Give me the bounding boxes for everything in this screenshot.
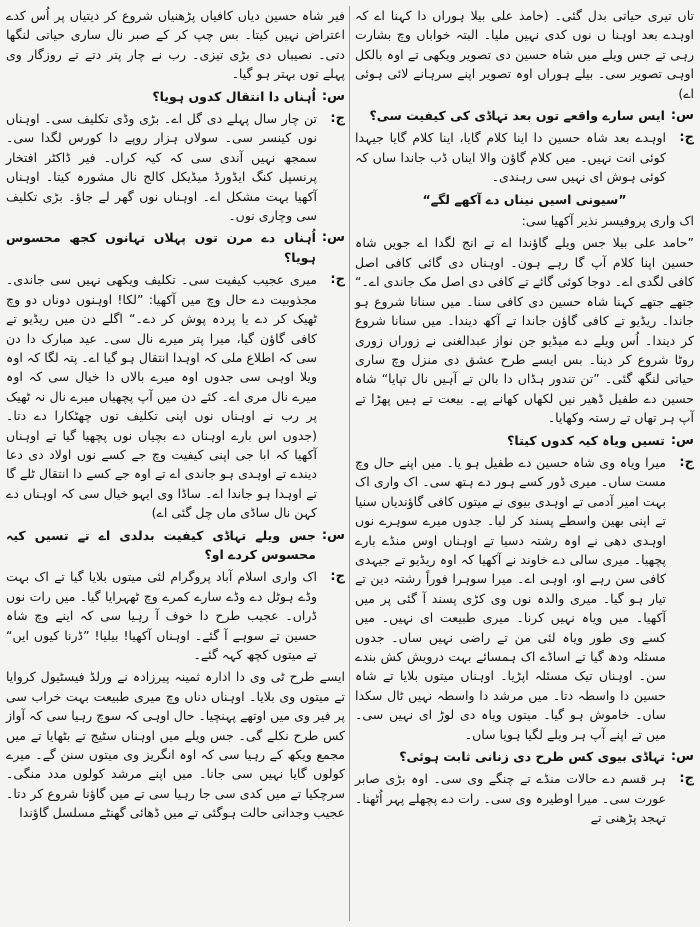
- paragraph: تاں تیری حیاتی بدل گئی۔ (حامد علی بیلا ہوراں دا کہنا اے کہ اوہدے بعد اوہنا ں نوں کدی نہیں ملیا۔ البتہ خواباں وچ بشارت رہی تے جس ویلے میں شاہ حسین دی تصویر ویکھی تے اوہ بالکل اوہی تصویر سی۔ بیلے ہوراں اوہ تصویر اپنے سرہانے لائی ہوئی اے): [355, 8, 694, 101]
- question: [355, 106, 694, 125]
- answer-text: تن چار سال پہلے دی گل اے۔ بڑی وڈی تکلیف سی۔ اوہناں نوں کینسر سی۔ سولاں ہزار روپے دا کورس لگدا سی۔ سمجھ نہیں آندی سی کہ کیہ کراں۔ فیر ڈاکٹر افتخار پرنسپل کنگ ایڈورڈ میڈیکل کالج نال مشورہ کیتا۔ اوہناں آکھیا بہت مشکل اے۔ اوہناں نوں گھر لے جاؤ۔ بڑی تکلیف سی وچاری نوں۔: [6, 111, 317, 224]
- paragraph: ”حامد علی بیلا جس ویلے گاؤندا اے تے انج لگدا اے جویں شاہ حسین اپنا کلام آپ گا رہے ہون۔ اوہناں دی گائی کافی اصل کافی لگدی اے۔ دوجا کوئی گائے تے کافی دی اصل مک جاندی اے۔“ جتھے جتھے کہنا شاہ حسین دی کافی سنا۔ میں سنانا شروع ہو جاندا۔ ریڈیو تے کافی گاؤن جاندا تے آکھ دیندا۔ میں سنانا شروع کر دیندا۔ اُس ویلے دے میڈیو جن نواز عبدالغنی نے زوراں زوری روٹا شروع کر دینا۔ بس ایسے طرح عشق دی منزل وچ ساری حیاتی لنگھ گئی۔ ”تن تندور ہڈاں دا بالن تے آہیں نال تپایا“ شاہ حسین دے طفیل ڈھیر نیں لکھاں کھانے پے۔ بیعت تے ہیں پھڑا تے آپ ہر تھاں تے رستہ وکھایا۔: [355, 235, 694, 426]
- answer: [355, 453, 694, 744]
- answer-text: میرا ویاہ وی شاہ حسین دے طفیل ہو یا۔ میں اپنے حال وچ مست ساں۔ میری ڈور کسے ہور دے ہتھ سی۔ اک واری اک بہت امیر آدمی تے اوہدی بیوی نے میتوں کافی گاؤندیاں سنیا تے اپنی بھین واسطے پسند کر لیا۔ جدوں میرے سوہرے نوں اوہدی دھی نے اوہ رشتہ دسیا تے اوہناں اوس منڈے بارے پچھیا۔ میری سالی دے خاوند نے آکھیا کہ اوہ ریڈیو تے جیہدی کافی سن رہے او، اوہی اے۔ میرا سوہرا فوراً رشتہ دین تے تیار ہو گیا۔ میری والدہ نوں وی کڑی پسند آ گئی پر میں آکھیا۔ میں ویاہ نہیں کرنا۔ میری طبیعت ای نہیں۔ میں کسے وی طور ویاہ لئی من تے راضی نہیں ساں۔ جدوں مسئلہ ودھ گیا تے اساڈے اک ہمسائے بہت درویش کش بندے سن۔ اوہناں تیک مسئلہ اپڑیا۔ اوہناں میتوں بلایا تے شاہ حسین دا واسطہ دتا۔ میں مرشد دا واسطہ نہیں ٹال سکدا ساں۔ خاموش ہو گیا۔ میتوں ویاہ دی لوڑ ای نہیں سی۔ میں تے اپنے آپ ہر ویلے لگیا ہویا ساں۔: [355, 454, 666, 742]
- question: [355, 431, 694, 450]
- question-text: تہاڈی بیوی کس طرح دی زنانی ثابت ہوئی؟: [399, 749, 665, 765]
- answer-text: اوہدے بعد شاہ حسین دا اینا کلام گایا، اینا کلام گایا جیہدا کوئی انت نہیں۔ میں کلام گاؤن والا ایناں ڈب جاندا ساں کہ کوئی ہوش ای نہیں سی رہندی۔: [355, 130, 666, 185]
- answer-marker: ج:: [679, 454, 694, 470]
- answer-text: اک واری اسلام آباد پروگرام لئی میتوں بلایا گیا تے اک بہت وڈے ہوٹل دے وڈے سارے کمرے وچ ٹھہرایا گیا۔ میں رات نوں ڈراں۔ عجیب طرح دا خوف آ رہیا سی کہ اینے وچ شاہ حسین تے سوہے آ گئے۔ اوہناں آکھیا! بیلیا! ”ڈرنا کیوں ایں“ تے میتوں کچھ کہہ گئے۔: [6, 569, 317, 662]
- question-marker: س:: [670, 108, 694, 124]
- answer-marker: ج:: [330, 272, 345, 288]
- paragraph: فیر شاہ حسین دیاں کافیاں پڑھنیاں شروع کر دیتیاں پر اُس کدے اعتراض نہیں کیتا۔ بس چپ کر کے صبر نال ساری حیاتی لنگھا دتی۔ نصیباں دی بڑی تیزی۔ رب نے چار پتر دتے تے روزگار وی پہلے توں بہتر ہو گیا۔: [6, 8, 345, 82]
- question: [6, 87, 345, 106]
- answer: [355, 769, 694, 827]
- answer: [6, 270, 345, 522]
- verse-line: ”سیونی اسیں نیناں دے آکھے لگے“: [422, 191, 627, 207]
- answer: [355, 128, 694, 186]
- question-text: تسیں ویاہ کیہ کدوں کیتا؟: [507, 432, 665, 448]
- paragraph: اک واری پروفیسر نذیر آکھیا سی:: [521, 213, 694, 229]
- question: [355, 747, 694, 766]
- question-text: ایس سارے واقعے توں بعد تہاڈی کی کیفیت سی؟: [369, 108, 665, 124]
- question-marker: س:: [670, 749, 694, 765]
- question-text: جس ویلے تہاڈی کیفیت بدلدی اے تے تسیں کیہ محسوس کردے او؟: [6, 527, 316, 562]
- question-marker: س:: [321, 88, 345, 104]
- answer-marker: ج:: [679, 771, 694, 787]
- answer: [6, 567, 345, 664]
- answer-marker: ج:: [330, 569, 345, 585]
- paragraph: ایسے طرح ٹی وی دا ادارہ ثمینہ پیرزادہ نے ورلڈ فیسٹیول کروایا تے میتوں وی بلایا۔ اوہناں دناں وچ میری طبیعت بہت خراب سی پر فیر وی میں اوتھے پہنچیا۔ حال اوہی کہ سوچ رہیا سی کہ آواز کس طرح نکلے گی۔ جس ویلے میں اوہناں سٹیج تے بٹھایا تے میں مجمع ویکھ کے رہیا سی کہ اوہ انگریز وی میتوں سنن گے۔ میرے کولوں گایا نہیں سی جانا۔ میں اپنے مرشد کولوں مدد منگی۔ سرچکیا تے میں کدی سی جا رہیا سی تے میں گاؤنا شروع کر دتا۔ عجیب وجدانی حالت ہوگئی تے میں ڈھائی گھنٹے مسلسل گاؤندا: [6, 669, 345, 821]
- left-column: [6, 6, 345, 923]
- question-marker: س:: [321, 230, 345, 246]
- question-text: اُہناں دے مرن توں پہلاں تہانوں کجھ محسوس ہویا؟: [6, 230, 316, 265]
- answer-marker: ج:: [679, 130, 694, 146]
- answer-marker: ج:: [330, 111, 345, 127]
- answer: [6, 109, 345, 225]
- question: [6, 228, 345, 267]
- answer-text: میری عجیب کیفیت سی۔ تکلیف ویکھی نہیں سی جاندی۔ مجذوبیت دے حال وچ میں آکھیا: ”لکا! اوہنوں دوناں دو وچ ٹھیک کر دے یا پردہ پوش کر دے۔“ اگلے دن میں ریڈیو تے کافی گاؤن گیا، میرا پتر میرے نال سی۔ عید مبارک دا دن سی کہ اطلاع ملی کہ اوہدا انتقال ہو گیا اے۔ پتہ لگا کہ اوہ ویلا اوہی سی جدوں اوہ میرے بالاں دا خیال سی کہ اوہ میرے نال مری اے۔ کئے دن میں آپ پچھیاں میرے نال نہ ٹھیک پر رب نے اوہناں نوں اپنی تکلیف توں چھٹکارا دے دتا۔ (جدوں اس بارے اوہناں دے بچیاں نوں پچھیا گیا تے اوہناں آکھیا کہ ابا جی اپنی کیفیت وچ جے کسے نوں اولاد دی دعا دیندے تے اوہدی ہو جاندی اے تے اوہ جے کسے دا انتقال ٹلے گا تے اوہدا ہو جاندا اے۔ ساڈا وی ایہو خیال سی کہ اوہناں دے کہن نال ساڈی ماں چل گئی اے): [6, 272, 317, 521]
- answer-text: ہر قسم دے حالات منڈے تے چنگے وی سی۔ اوہ بڑی صابر عورت سی۔ میرا اوطیرہ وی سی۔ رات دے پچھلے پہر اُٹھنا۔ تہجد پڑھنی تے: [355, 771, 666, 826]
- right-column: [355, 6, 694, 923]
- question: [6, 526, 345, 565]
- question-marker: س:: [321, 527, 345, 543]
- column-divider: [349, 6, 350, 921]
- question-marker: س:: [670, 432, 694, 448]
- question-text: اُہناں دا انتقال کدوں ہویا؟: [152, 88, 316, 104]
